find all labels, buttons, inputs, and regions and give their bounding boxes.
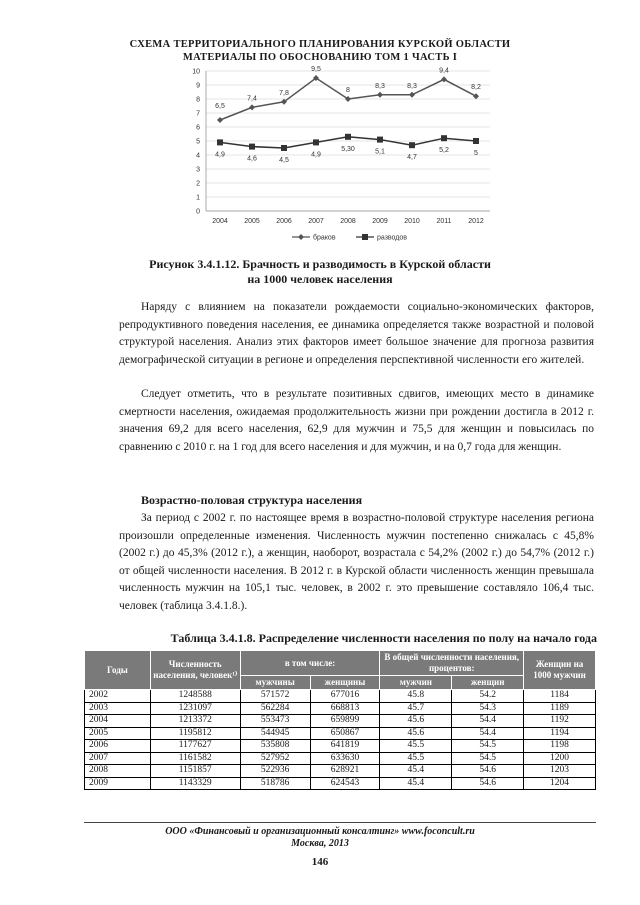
table-cell: 522936 (240, 765, 310, 778)
x-tick-label: 2004 (212, 218, 228, 225)
table-row (85, 777, 596, 790)
table-cell: 1203 (524, 765, 596, 778)
table-cell: 54.2 (452, 690, 524, 703)
table-cell: 633630 (310, 752, 380, 765)
table-cell: 1151857 (150, 765, 240, 778)
table-cell: 1143329 (150, 777, 240, 790)
series-point-1 (249, 144, 255, 150)
y-tick-label: 4 (196, 152, 200, 160)
table-cell: 562284 (240, 702, 310, 715)
paragraph-factors: Наряду с влиянием на показатели рождаемости социально-экономических факторов, репродуктивного поведения населения, ее динамика определяется также возрастной и половой структурой населения. Анализ этих факторов имеет большое значение для прогноза развития демографической ситуации в регионе и определения перспективной численности его жителей. (119, 301, 594, 366)
table-cell: 1194 (524, 727, 596, 740)
data-label: 4,9 (311, 151, 321, 159)
y-tick-label: 10 (192, 68, 200, 76)
table-cell: 54.4 (452, 715, 524, 728)
series-point-1 (313, 139, 319, 145)
data-label: 8,3 (407, 82, 417, 90)
table-cell: 2008 (85, 765, 151, 778)
data-label: 4,9 (215, 151, 225, 159)
table-row (85, 740, 596, 753)
header-men: мужчины (240, 676, 310, 690)
data-label: 9,4 (439, 67, 449, 75)
data-label: 9,5 (311, 66, 321, 73)
header-population: Численность населения, человек¹⁾ (150, 651, 240, 690)
figure-caption (0, 257, 640, 287)
paragraph-life-expectancy: Следует отметить, что в результате позитивных сдвигов, имеющих место в динамике смертности населения, ожидаемая продолжительность жизни при рождении достигла в 2012 г. значения 69,2 для всего населения, 62,9 для мужчин и 75,5 для женщин и повысилась по сравнению с 2010 г. на 1 год для всего населения и для мужчин, и на 0,7 года для женщин. (119, 388, 594, 453)
y-tick-label: 2 (196, 180, 200, 188)
footer-city: Москва, 2013 (291, 838, 349, 849)
data-label: 5,30 (341, 145, 355, 153)
legend-label: разводов (377, 234, 407, 242)
table-cell: 1189 (524, 702, 596, 715)
table-cell: 650867 (310, 727, 380, 740)
table-cell: 677016 (310, 690, 380, 703)
y-tick-label: 5 (196, 138, 200, 146)
table-cell: 54.3 (452, 702, 524, 715)
table-cell: 1192 (524, 715, 596, 728)
table-cell: 54.5 (452, 740, 524, 753)
data-label: 5 (474, 150, 478, 157)
table-cell: 1184 (524, 690, 596, 703)
x-tick-label: 2012 (468, 218, 484, 225)
data-label: 5,1 (375, 148, 385, 156)
table-row (85, 702, 596, 715)
x-tick-label: 2009 (372, 218, 388, 225)
paragraph-age-sex-structure: За период с 2002 г. по настоящее время в возрастно-половой структуре населения региона произошли определенные изменения. Численность мужчин постепенно снижалась с 45,8% (2002 г.) до 45,3% (2012 г.), а женщин, наоборот, возрастала с 54,2% (2002 г.) до 54,7% (2012 г.) от общей численности населения. В 2012 г. в Курской области численность женщин превышала численность мужчин на 105,1 тыс. человек, в 2002 г. это превышение составляло 106,4 тыс. человек (таблица 3.4.1.8.). (119, 512, 594, 612)
table-cell: 45.5 (380, 740, 452, 753)
page-header (0, 38, 640, 64)
header-share: В общей численности населения, процентов: (380, 651, 524, 676)
table-cell: 527952 (240, 752, 310, 765)
table-cell: 2005 (85, 727, 151, 740)
x-tick-label: 2007 (308, 218, 324, 225)
series-point-1 (441, 135, 447, 141)
table-cell: 1177627 (150, 740, 240, 753)
legend-marker-1 (362, 234, 368, 240)
data-label: 7,8 (279, 89, 289, 97)
table-cell: 54.4 (452, 727, 524, 740)
table-cell: 45.4 (380, 777, 452, 790)
table-cell: 535808 (240, 740, 310, 753)
series-point-0 (377, 92, 383, 98)
series-point-1 (473, 138, 479, 144)
table-cell: 45.6 (380, 715, 452, 728)
table-header-row (85, 651, 596, 676)
legend-marker-0 (298, 234, 304, 240)
table-cell: 659899 (310, 715, 380, 728)
table-cell: 54.6 (452, 777, 524, 790)
data-label: 8 (346, 87, 350, 94)
table-cell: 2004 (85, 715, 151, 728)
series-point-0 (409, 92, 415, 98)
series-point-0 (441, 76, 447, 82)
population-by-sex-table (84, 650, 596, 790)
table-cell: 2007 (85, 752, 151, 765)
x-tick-label: 2008 (340, 218, 356, 225)
page-number: 146 (311, 856, 329, 868)
y-tick-label: 8 (196, 96, 200, 104)
table-row (85, 727, 596, 740)
table-cell: 45.5 (380, 752, 452, 765)
table-cell: 45.7 (380, 702, 452, 715)
data-label: 8,2 (471, 84, 481, 92)
table-cell: 571572 (240, 690, 310, 703)
header-including: в том числе: (240, 651, 380, 676)
table-cell: 553473 (240, 715, 310, 728)
table-cell: 45.8 (380, 690, 452, 703)
table-cell: 2009 (85, 777, 151, 790)
table-cell: 1195812 (150, 727, 240, 740)
table-cell: 668813 (310, 702, 380, 715)
y-tick-label: 1 (196, 194, 200, 202)
series-point-1 (281, 145, 287, 151)
series-point-1 (377, 137, 383, 143)
data-label: 4,6 (247, 155, 257, 163)
figure-caption-line2: на 1000 человек населения (247, 272, 393, 286)
header-subtitle: МАТЕРИАЛЫ ПО ОБОСНОВАНИЮ ТОМ 1 ЧАСТЬ I (182, 52, 458, 63)
table-row (85, 690, 596, 703)
section-heading: Возрастно-половая структура населения (141, 493, 363, 507)
header-title: СХЕМА ТЕРРИТОРИАЛЬНОГО ПЛАНИРОВАНИЯ КУРСКОЙ ОБЛАСТИ (129, 39, 511, 50)
x-tick-label: 2010 (404, 218, 420, 225)
x-tick-label: 2005 (244, 218, 260, 225)
data-label: 7,4 (247, 95, 257, 103)
data-label: 5,2 (439, 147, 449, 155)
y-tick-label: 0 (196, 208, 200, 216)
table-cell: 544945 (240, 727, 310, 740)
legend-label: браков (313, 234, 336, 242)
y-tick-label: 7 (196, 110, 200, 118)
table-cell: 518786 (240, 777, 310, 790)
table-cell: 2003 (85, 702, 151, 715)
y-tick-label: 6 (196, 124, 200, 132)
y-tick-label: 3 (196, 166, 200, 174)
figure-caption-line1: Рисунок 3.4.1.12. Брачность и разводимость в Курской области (149, 257, 491, 271)
table-cell: 1200 (524, 752, 596, 765)
header-women: женщины (310, 676, 380, 690)
series-point-1 (217, 139, 223, 145)
series-point-0 (249, 104, 255, 110)
table-cell: 54.5 (452, 752, 524, 765)
header-ratio: Женщин на 1000 мужчин (524, 651, 596, 690)
footer-divider (84, 822, 596, 823)
table-cell: 2002 (85, 690, 151, 703)
series-point-0 (217, 117, 223, 123)
table-cell: 2006 (85, 740, 151, 753)
table-cell: 1161582 (150, 752, 240, 765)
table-cell: 1248588 (150, 690, 240, 703)
data-label: 4,7 (407, 154, 417, 162)
table-row (85, 715, 596, 728)
header-share-men: мужчин (380, 676, 452, 690)
data-label: 8,3 (375, 82, 385, 90)
footer-company: ООО «Финансовый и организационный консалтинг» www.foconcult.ru (165, 826, 475, 837)
data-label: 4,5 (279, 157, 289, 164)
series-point-1 (345, 134, 351, 140)
table-cell: 624543 (310, 777, 380, 790)
table-cell: 54.6 (452, 765, 524, 778)
table-cell: 1198 (524, 740, 596, 753)
y-tick-label: 9 (196, 82, 200, 90)
table-cell: 45.4 (380, 765, 452, 778)
marriage-divorce-chart (170, 63, 500, 248)
header-share-women: женщин (452, 676, 524, 690)
table-cell: 1231097 (150, 702, 240, 715)
table-row (85, 752, 596, 765)
table-caption: Таблица 3.4.1.8. Распределение численности населения по полу на начало года (170, 631, 597, 645)
x-tick-label: 2006 (276, 218, 292, 225)
data-label: 6,5 (215, 103, 225, 110)
table-cell: 1204 (524, 777, 596, 790)
series-point-1 (409, 142, 415, 148)
series-point-0 (473, 93, 479, 99)
table-cell: 628921 (310, 765, 380, 778)
table-cell: 45.6 (380, 727, 452, 740)
table-cell: 1213372 (150, 715, 240, 728)
x-tick-label: 2011 (436, 218, 452, 225)
table-cell: 641819 (310, 740, 380, 753)
header-years: Годы (85, 651, 151, 690)
table-row (85, 765, 596, 778)
